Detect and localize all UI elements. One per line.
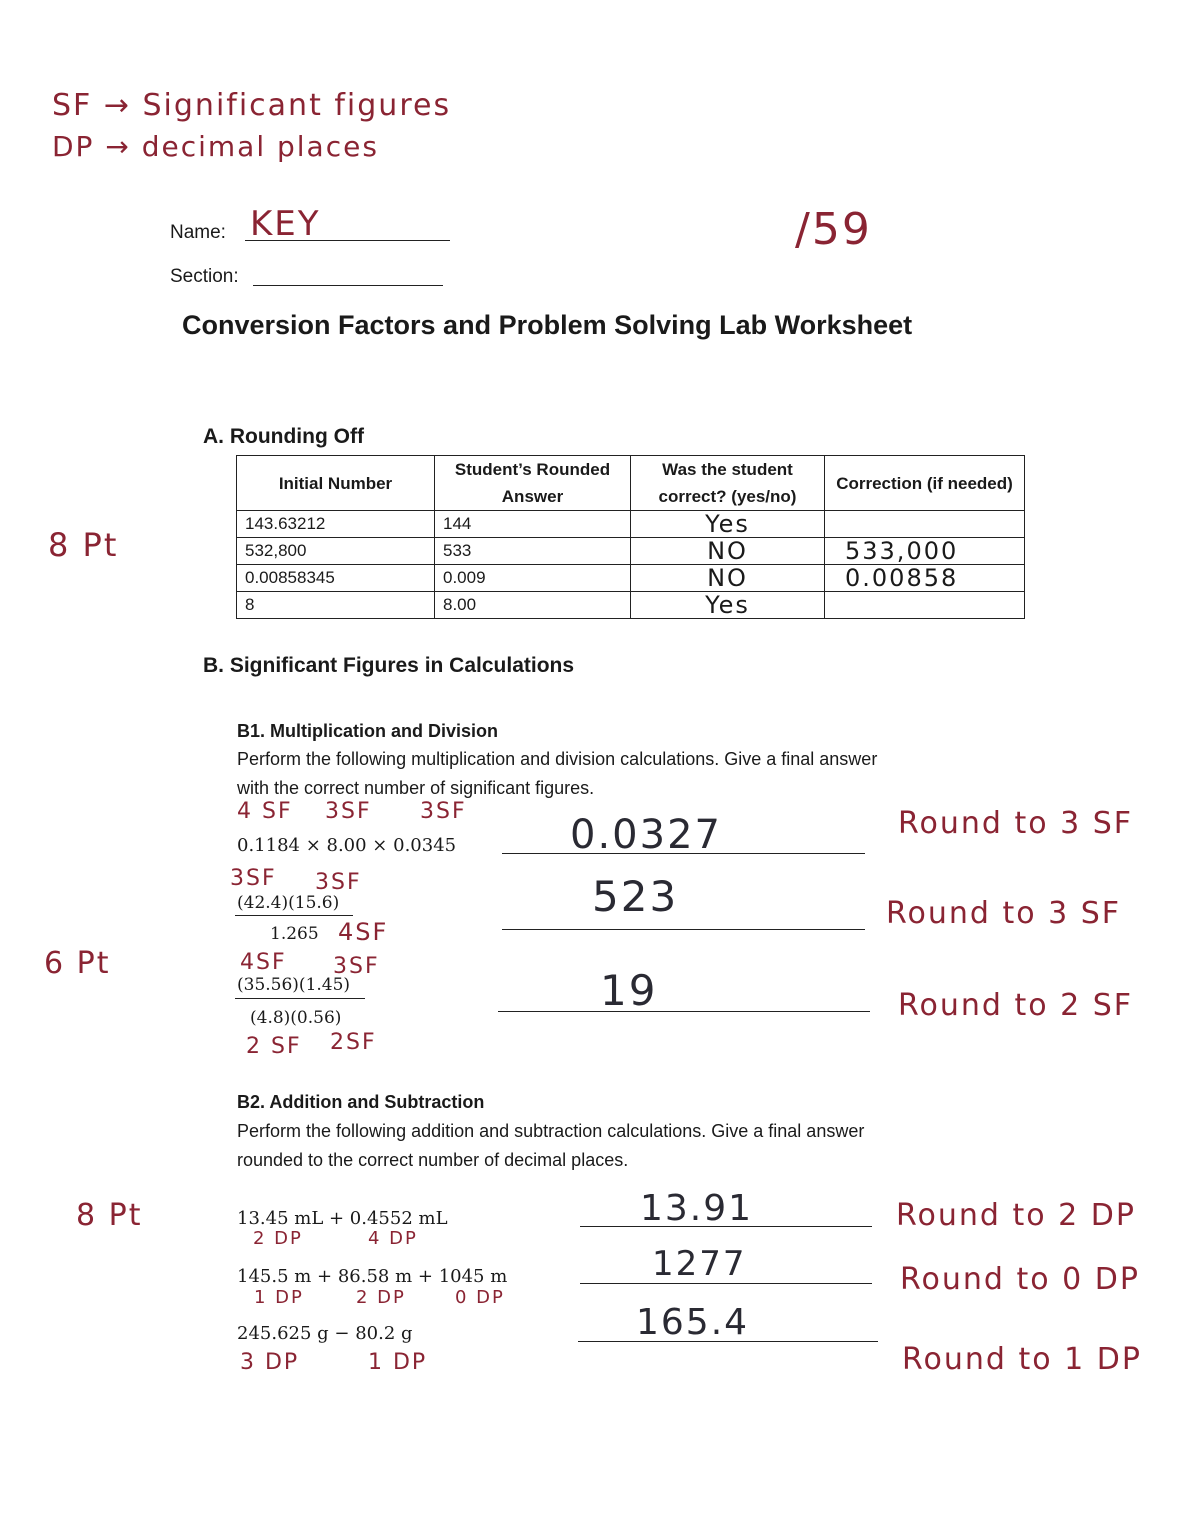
sf-note: 3SF bbox=[420, 799, 467, 824]
cell-initial: 143.63212 bbox=[237, 511, 435, 538]
b1-denominator-3: (4.8)(0.56) bbox=[250, 1008, 342, 1028]
b2-heading: B2. Addition and Subtraction bbox=[237, 1092, 485, 1112]
note-dp-definition: DP → decimal places bbox=[52, 130, 379, 163]
b1-points: 6 Pt bbox=[44, 946, 111, 981]
b1-expression-1: 0.1184 × 8.00 × 0.0345 bbox=[237, 835, 457, 856]
cell-correction: 0.00858 bbox=[825, 565, 1025, 592]
dp-note: 2 DP bbox=[356, 1287, 406, 1308]
b2-answer-1: 13.91 bbox=[640, 1188, 754, 1229]
cell-correction bbox=[825, 511, 1025, 538]
b2-note-2: Round to 0 DP bbox=[900, 1262, 1140, 1297]
dp-note: 3 DP bbox=[240, 1350, 300, 1375]
b1-numerator-2: (42.4)(15.6) bbox=[237, 893, 340, 913]
cell-correction: 533,000 bbox=[825, 538, 1025, 565]
b1-answer-1: 0.0327 bbox=[570, 812, 722, 858]
answer-line bbox=[502, 929, 865, 930]
b1-instructions-1: Perform the following multiplication and division calculations. Give a final answer bbox=[237, 749, 878, 769]
cell-initial: 8 bbox=[237, 592, 435, 619]
dp-note: 2 DP bbox=[253, 1228, 303, 1249]
col-correction: Correction (if needed) bbox=[825, 456, 1025, 511]
sf-note: 4SF bbox=[240, 950, 287, 975]
dp-note: 1 DP bbox=[254, 1287, 304, 1308]
cell-rounded: 0.009 bbox=[435, 565, 631, 592]
b1-instructions-2: with the correct number of significant figures. bbox=[237, 778, 595, 798]
sf-note: 4 SF bbox=[237, 799, 293, 824]
cell-correct: NO bbox=[631, 538, 825, 565]
b1-note-3: Round to 2 SF bbox=[898, 988, 1134, 1023]
b2-expression-3: 245.625 g − 80.2 g bbox=[237, 1323, 413, 1344]
name-value: KEY bbox=[250, 204, 321, 244]
table-header-row bbox=[237, 456, 1025, 511]
cell-rounded: 144 bbox=[435, 511, 631, 538]
note-sf-definition: SF → Significant figures bbox=[52, 88, 452, 123]
sf-note: 2SF bbox=[330, 1030, 377, 1055]
b2-answer-3: 165.4 bbox=[636, 1302, 750, 1343]
table-row bbox=[237, 565, 1025, 592]
fraction-bar bbox=[235, 915, 353, 916]
cell-rounded: 533 bbox=[435, 538, 631, 565]
cell-correct: NO bbox=[631, 565, 825, 592]
score-total: /59 bbox=[795, 204, 872, 255]
sf-note: 3SF bbox=[325, 799, 372, 824]
sf-note: 3SF bbox=[315, 870, 362, 895]
b1-denominator-2: 1.265 bbox=[270, 924, 319, 944]
sf-note: 3SF bbox=[230, 866, 277, 891]
sf-note: 3SF bbox=[333, 954, 380, 979]
section-label: Section: bbox=[170, 266, 239, 287]
sf-note: 2 SF bbox=[246, 1034, 302, 1059]
b1-answer-2: 523 bbox=[592, 872, 679, 921]
b2-expression-1: 13.45 mL + 0.4552 mL bbox=[237, 1208, 448, 1229]
page-title: Conversion Factors and Problem Solving Lab Worksheet bbox=[182, 310, 913, 340]
section-a-heading: A. Rounding Off bbox=[203, 425, 364, 448]
b2-answer-2: 1277 bbox=[652, 1244, 747, 1284]
sf-note: 4SF bbox=[338, 918, 389, 946]
b1-heading: B1. Multiplication and Division bbox=[237, 721, 499, 741]
b1-answer-3: 19 bbox=[600, 966, 658, 1015]
name-label: Name: bbox=[170, 222, 226, 243]
section-a-points: 8 Pt bbox=[48, 526, 119, 564]
table-row bbox=[237, 592, 1025, 619]
b2-note-3: Round to 1 DP bbox=[902, 1342, 1142, 1377]
b2-expression-2: 145.5 m + 86.58 m + 1045 m bbox=[237, 1266, 508, 1287]
b1-numerator-3: (35.56)(1.45) bbox=[237, 975, 351, 995]
b1-note-1: Round to 3 SF bbox=[898, 806, 1134, 841]
cell-correction bbox=[825, 592, 1025, 619]
cell-correct: Yes bbox=[631, 592, 825, 619]
table-row bbox=[237, 538, 1025, 565]
cell-rounded: 8.00 bbox=[435, 592, 631, 619]
b2-note-1: Round to 2 DP bbox=[896, 1198, 1136, 1233]
col-was-correct: Was the student correct? (yes/no) bbox=[631, 456, 825, 511]
dp-note: 1 DP bbox=[368, 1350, 428, 1375]
section-b-heading: B. Significant Figures in Calculations bbox=[203, 654, 575, 677]
cell-correct: Yes bbox=[631, 511, 825, 538]
col-initial-number: Initial Number bbox=[237, 456, 435, 511]
section-line bbox=[253, 285, 443, 286]
rounding-table bbox=[236, 455, 1025, 619]
answer-line bbox=[498, 1011, 870, 1012]
table-row bbox=[237, 511, 1025, 538]
col-students-answer: Student’s Rounded Answer bbox=[435, 456, 631, 511]
b2-instructions-2: rounded to the correct number of decimal places. bbox=[237, 1150, 629, 1170]
cell-initial: 532,800 bbox=[237, 538, 435, 565]
fraction-bar bbox=[235, 998, 365, 999]
dp-note: 0 DP bbox=[455, 1287, 505, 1308]
dp-note: 4 DP bbox=[368, 1228, 418, 1249]
b2-points: 8 Pt bbox=[76, 1198, 143, 1233]
b1-note-2: Round to 3 SF bbox=[886, 896, 1122, 931]
b2-instructions-1: Perform the following addition and subtraction calculations. Give a final answer bbox=[237, 1121, 865, 1141]
cell-initial: 0.00858345 bbox=[237, 565, 435, 592]
